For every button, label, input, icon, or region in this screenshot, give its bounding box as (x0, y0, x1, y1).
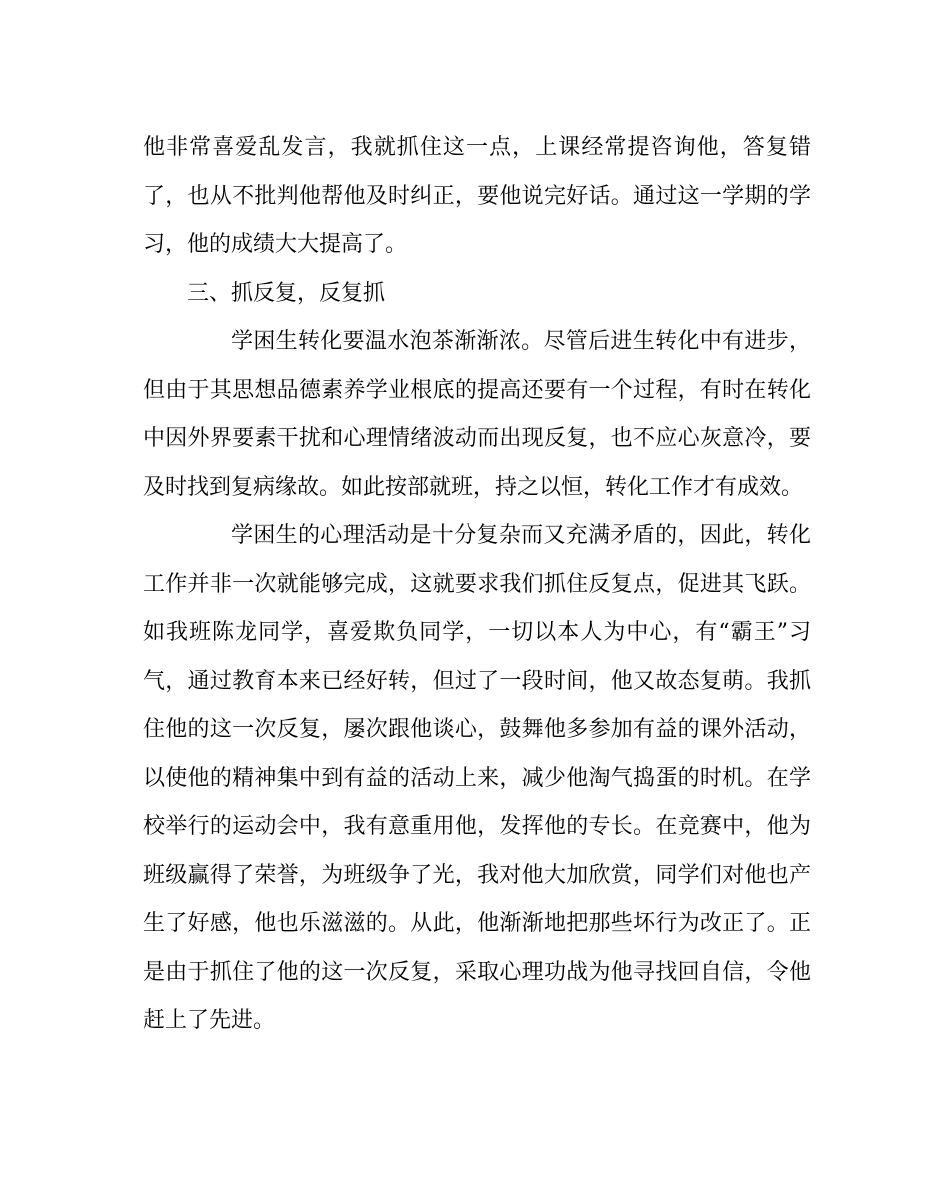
paragraph: 学困生转化要温水泡茶渐渐浓。尽管后进生转化中有进步，但由于其思想品德素养学业根底的提高还要有一个过程，有时在转化中因外界要素干扰和心理情绪波动而出现反复，也不应心灰意冷，要及时找到复病缘故。如此按部就班，持之以恒，转化工作才有成效。 (143, 329, 811, 500)
paragraph: 学困生的心理活动是十分复杂而又充满矛盾的，因此，转化工作并非一次就能够完成，这就要求我们抓住反复点，促进其飞跃。如我班陈龙同学，喜爱欺负同学，一切以本人为中心，有“霸王”习气，通过教育本来已经好转，但过了一段时间，他又故态复萌。我抓住他的这一次反复，屡次跟他谈心，鼓舞他多参加有益的课外活动，以使他的精神集中到有益的活动上来，减少他淘气捣蛋的时机。在学校举行的运动会中，我有意重用他，发挥他的专长。在竞赛中，他为班级赢得了荣誉，为班级争了光，我对他大加欣赏，同学们对他也产生了好感，他也乐滋滋的。从此，他渐渐地把那些坏行为改正了。正是由于抓住了他的这一次反复，采取心理功战为他寻找回自信，令他赶上了先进。 (143, 523, 811, 1033)
paragraph-continued: 他非常喜爱乱发言，我就抓住这一点，上课经常提咨询他，答复错了，也从不批判他帮他及时纠正，要他说完好话。通过这一学期的学习，他的成绩大大提高了。 (143, 135, 811, 257)
document-body (143, 124, 811, 1046)
section-heading: 三、抓反复，反复抓 (187, 280, 386, 306)
